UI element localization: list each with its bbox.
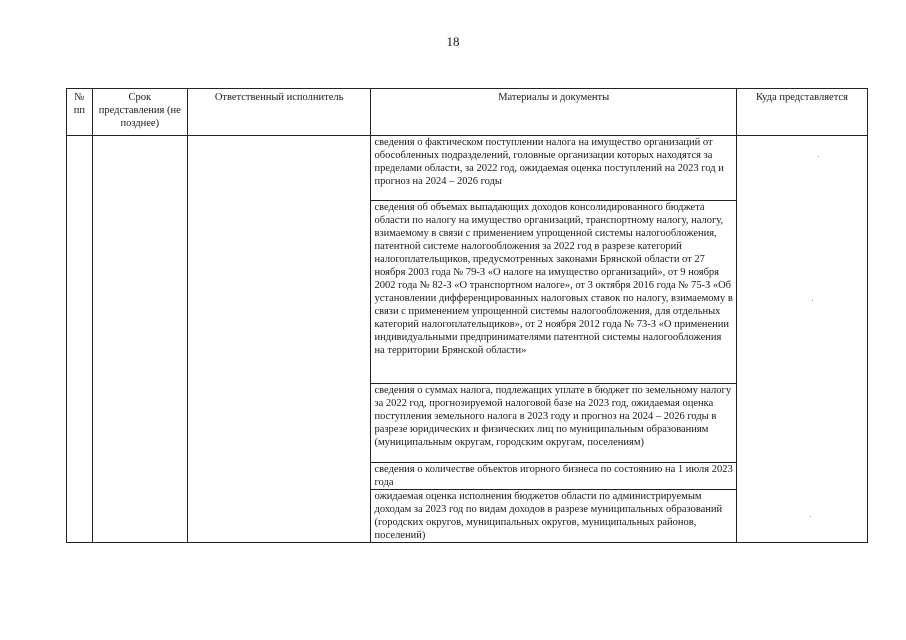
material-item: сведения о фактическом поступлении налога на имущество организаций от обособленных подразделений, головные организации которых находятся за пределами области, за 2022 год, ожидаемая оценка поступлений на 2023 год и прогноз на 2024 – 2026 годы	[371, 136, 736, 201]
scan-speck	[812, 300, 813, 301]
documents-table	[66, 88, 868, 543]
material-item: ожидаемая оценка исполнения бюджетов области по администрируемым доходам за 2023 год по видам доходов в разрезе муниципальных образований (городских округов, муниципальных округов, муниципальных районов, поселений)	[371, 490, 736, 543]
header-term: Срок представления (не позднее)	[92, 89, 187, 136]
header-num: № пп	[67, 89, 93, 136]
cell-num	[67, 136, 93, 543]
header-executor: Ответственный исполнитель	[187, 89, 371, 136]
cell-term	[92, 136, 187, 543]
table-header-row	[67, 89, 868, 136]
table-row	[67, 136, 868, 201]
page-number: 18	[446, 34, 460, 49]
header-materials: Материалы и документы	[371, 89, 736, 136]
scan-speck	[818, 156, 819, 157]
scan-speck	[810, 516, 811, 517]
header-destination: Куда представляется	[736, 89, 867, 136]
cell-destination	[736, 136, 867, 543]
cell-executor	[187, 136, 371, 543]
material-item: сведения о суммах налога, подлежащих уплате в бюджет по земельному налогу за 2022 год, прогнозируемой налоговой базе на 2023 год, ожидаемая оценка поступления земельного налога в 2023 году и прогноз на 2024 – 2026 годы в разрезе юридических и физических лиц по муниципальным образованиям (муниципальным округам, городским округам, поселениям)	[371, 384, 736, 463]
material-item: сведения об объемах выпадающих доходов консолидированного бюджета области по налогу на имущество организаций, транспортному налогу, налогу, взимаемому в связи с применением упрощенной системы налогообложения, патентной системе налогообложения за 2022 год в разрезе категорий налогоплательщиков, предусмотренных законами Брянской области от 27 ноября 2003 года № 79-З «О налоге на имущество организаций», от 9 ноября 2002 года № 82-З «О транспортном налоге», от 3 октября 2016 года № 75-З «Об установлении дифференцированных налоговых ставок по налогу, взимаемому в связи с применением упрощенной системы налогообложения, для отдельных категорий налогоплательщиков», от 2 ноября 2012 года № 73-З «О применении индивидуальными предпринимателями патентной системы налогообложения на территории Брянской области»	[371, 201, 736, 384]
material-item: сведения о количестве объектов игорного бизнеса по состоянию на 1 июля 2023 года	[371, 463, 736, 490]
